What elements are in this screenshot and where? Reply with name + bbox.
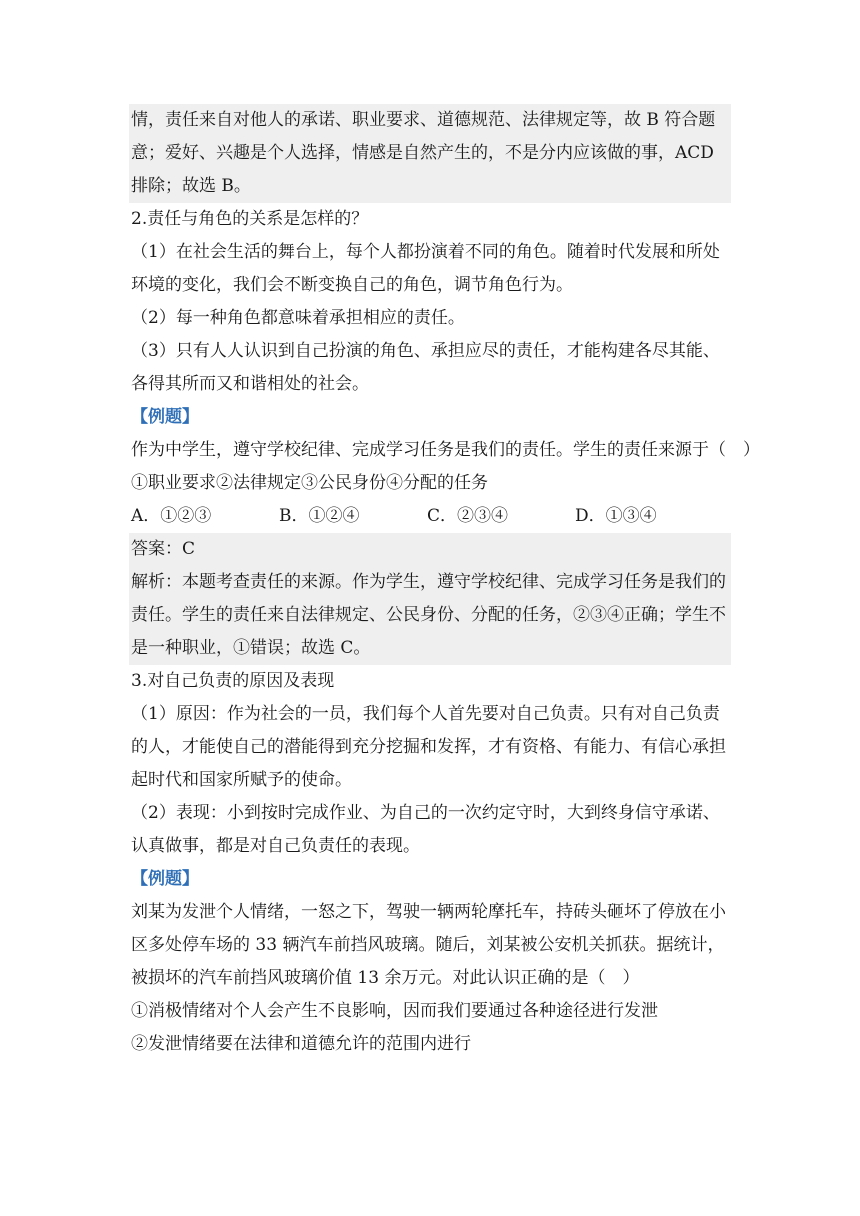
- point-line: 认真做事，都是对自己负责任的表现。: [131, 836, 420, 856]
- analysis-line: 责任。学生的责任来自法律规定、公民身份、分配的任务，②③④正确；学生不: [129, 599, 731, 632]
- question-line: 作为中学生，遵守学校纪律、完成学习任务是我们的责任。学生的责任来源于（ ）: [131, 440, 760, 460]
- choice-line: ②发泄情绪要在法律和道德允许的范围内进行: [131, 1034, 471, 1054]
- analysis-line: 排除；故选 B。: [129, 170, 731, 203]
- option-a: A．①②③: [131, 506, 212, 526]
- section-title-2: 2.责任与角色的关系是怎样的？: [131, 209, 369, 229]
- point-line: （1）在社会生活的舞台上，每个人都扮演着不同的角色。随着时代发展和所处: [131, 242, 720, 262]
- question-line: ①职业要求②法律规定③公民身份④分配的任务: [131, 473, 488, 493]
- analysis-line: 意；爱好、兴趣是个人选择，情感是自然产生的，不是分内应该做的事，ACD: [129, 137, 731, 170]
- point-line: 起时代和国家所赋予的使命。: [131, 770, 352, 790]
- analysis-line: 解析：本题考查责任的来源。作为学生，遵守学校纪律、完成学习任务是我们的: [129, 566, 731, 599]
- point-line: 的人，才能使自己的潜能得到充分挖掘和发挥，才有资格、有能力、有信心承担: [131, 737, 726, 757]
- option-c: C．②③④: [427, 506, 509, 526]
- point-line: （2）每一种角色都意味着承担相应的责任。: [131, 308, 465, 328]
- question-line: 刘某为发泄个人情绪，一怒之下，驾驶一辆两轮摩托车，持砖头砸坏了停放在小: [131, 902, 726, 922]
- point-line: （2）表现：小到按时完成作业、为自己的一次约定守时，大到终身信守承诺、: [131, 803, 720, 823]
- point-line: （3）只有人人认识到自己扮演的角色、承担应尽的责任，才能构建各尽其能、: [131, 341, 720, 361]
- section-title-3: 3.对自己负责的原因及表现: [131, 671, 335, 691]
- example-tag: 【例题】: [131, 869, 199, 889]
- options-row: [131, 500, 731, 533]
- answer-line: 答案：C: [129, 533, 731, 566]
- point-line: （1）原因：作为社会的一员，我们每个人首先要对自己负责。只有对自己负责: [131, 704, 720, 724]
- point-line: 各得其所而又和谐相处的社会。: [131, 374, 369, 394]
- analysis-line: 是一种职业，①错误；故选 C。: [129, 632, 731, 665]
- point-line: 环境的变化，我们会不断变换自己的角色，调节角色行为。: [131, 275, 573, 295]
- analysis-line: 情，责任来自对他人的承诺、职业要求、道德规范、法律规定等，故 B 符合题: [129, 104, 731, 137]
- option-b: B．①②④: [279, 506, 360, 526]
- example-tag: 【例题】: [131, 407, 199, 427]
- option-d: D．①③④: [575, 506, 657, 526]
- question-line: 区多处停车场的 33 辆汽车前挡风玻璃。随后，刘某被公安机关抓获。据统计，: [131, 935, 725, 955]
- question-line: 被损坏的汽车前挡风玻璃价值 13 余万元。对此认识正确的是（ ）: [131, 968, 640, 988]
- content-body: [131, 104, 760, 1061]
- choice-line: ①消极情绪对个人会产生不良影响，因而我们要通过各种途径进行发泄: [131, 1001, 658, 1021]
